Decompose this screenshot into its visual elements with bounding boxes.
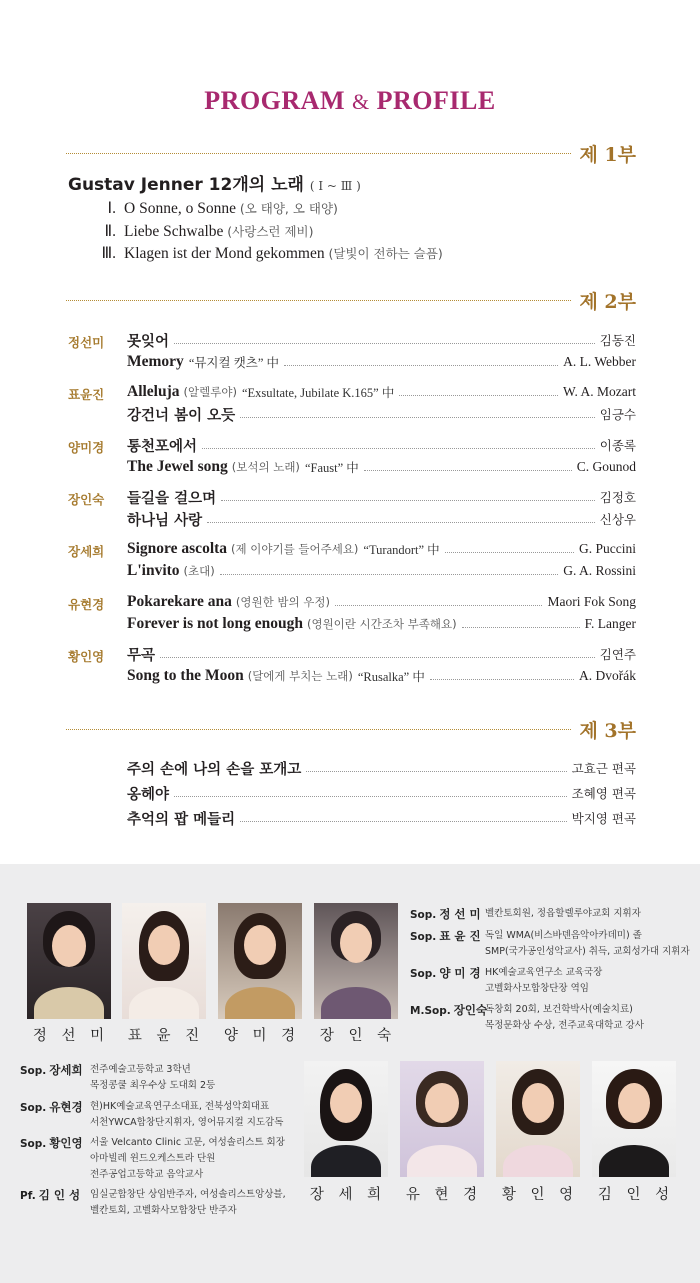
- song-translation: (초대): [183, 564, 215, 578]
- bio-name: 양 미 경: [439, 966, 481, 980]
- title-program: PROGRAM: [204, 86, 345, 115]
- bio-role: Sop.: [20, 1065, 47, 1077]
- song-title: 추억의 팝 메들리: [127, 811, 236, 828]
- work-title: Gustav Jenner 12개의 노래: [68, 175, 304, 195]
- bio-name: 장세희: [49, 1063, 83, 1077]
- song-translation: (오 태양, 오 태양): [239, 201, 338, 216]
- leader-dots: [174, 796, 567, 797]
- program-line: [127, 666, 636, 686]
- leader-dots: [240, 821, 566, 822]
- song-translation: (보석의 노래): [231, 460, 300, 474]
- song-source: “Faust” 中: [304, 461, 359, 475]
- leader-dots: [207, 522, 595, 523]
- bio-line: 현)HK예술교육연구소대표, 전북성악회대표: [90, 1101, 270, 1112]
- song-translation: (달빛이 전하는 슬픔): [328, 246, 443, 261]
- song-title: 주의 손에 나의 손을 포개고: [127, 761, 302, 778]
- performer-bio: [410, 1002, 695, 1036]
- program-line: [127, 404, 636, 424]
- part-1-header: [66, 141, 636, 165]
- song-item: [94, 198, 443, 221]
- part-divider: [66, 300, 571, 301]
- composer: 김동진: [599, 333, 636, 348]
- song-item: [94, 243, 443, 266]
- bio-name: 황인영: [49, 1136, 83, 1150]
- composer: G. A. Rossini: [563, 563, 636, 578]
- song-translation: (제 이야기를 들어주세요): [231, 542, 359, 556]
- composer: C. Gounod: [576, 459, 636, 474]
- program-line: [127, 487, 636, 507]
- performer-name: 정 선 미: [32, 1028, 110, 1044]
- bio-role: Sop.: [410, 968, 437, 980]
- portrait-photo: [496, 1061, 580, 1177]
- leader-dots: [202, 448, 595, 449]
- song-source: “뮤지컬 캣츠” 中: [188, 356, 280, 370]
- bio-role: M.Sop.: [410, 1005, 451, 1017]
- song-title: O Sonne, o Sonne: [124, 200, 236, 217]
- arranger: 박지영 편곡: [571, 811, 636, 826]
- composer: 김정호: [599, 490, 636, 505]
- song-title: Memory: [127, 353, 184, 370]
- song-number: Ⅰ.: [107, 200, 116, 217]
- bio-line: 임실군합창단 상임반주자, 여성솔리스트앙상블,: [90, 1189, 286, 1200]
- leader-dots: [445, 552, 574, 553]
- song-title: 옹헤야: [127, 786, 170, 803]
- song-title: The Jewel song: [127, 458, 228, 475]
- part-label: 제 1부: [579, 143, 636, 166]
- leader-dots: [284, 365, 558, 366]
- song-item: [94, 221, 443, 244]
- bio-line: 벨칸토회원, 정읍할렐루야교회 지휘자: [485, 908, 641, 919]
- composer: 임긍수: [599, 407, 636, 422]
- portrait-photo: [27, 903, 111, 1019]
- song-source: “Turandort” 中: [363, 543, 440, 557]
- part-divider: [66, 153, 571, 154]
- bio-name: 유현경: [49, 1100, 83, 1114]
- leader-dots: [221, 500, 595, 501]
- song-translation: (영원한 밤의 우정): [235, 595, 330, 609]
- part-1-list: [94, 198, 443, 266]
- bio-line: 벨칸토회, 고벨화사모합창단 반주자: [90, 1205, 237, 1216]
- singer-name: 유현경: [68, 597, 105, 612]
- bio-line: 전주예술고등학교 3학년: [90, 1064, 191, 1075]
- composer: F. Langer: [584, 616, 636, 631]
- bio-role: Sop.: [20, 1138, 47, 1150]
- performer-bio: [20, 1062, 300, 1096]
- song-title: L'invito: [127, 562, 180, 579]
- bio-role: Pf.: [20, 1190, 36, 1202]
- performer-name: 유 현 경: [405, 1187, 483, 1203]
- part-3-header: [66, 717, 636, 741]
- song-number: Ⅲ.: [101, 245, 116, 262]
- song-title: 못잊어: [127, 333, 170, 350]
- bio-line: 고벨화사모합창단장 역임: [485, 983, 589, 994]
- portrait-photo: [314, 903, 398, 1019]
- program-line: [127, 592, 636, 612]
- arranger: 조혜영 편곡: [571, 786, 636, 801]
- composer: 신상우: [599, 512, 636, 527]
- leader-dots: [364, 470, 572, 471]
- bio-role: Sop.: [410, 909, 437, 921]
- leader-dots: [174, 343, 595, 344]
- program-line: [127, 435, 636, 455]
- singer-name: 양미경: [68, 440, 105, 455]
- song-source: “Rusalka” 中: [357, 670, 425, 684]
- leader-dots: [399, 395, 558, 396]
- performer-name: 장 세 희: [309, 1187, 387, 1203]
- arranger: 고효근 편곡: [571, 761, 636, 776]
- title-ampersand: &: [352, 89, 370, 114]
- program-line: [127, 382, 636, 402]
- bio-role: Sop.: [20, 1102, 47, 1114]
- part-2-header: [66, 288, 636, 312]
- song-title: Alleluja: [127, 383, 180, 400]
- program-line: [127, 783, 636, 803]
- song-title: 들길을 걸으며: [127, 490, 217, 507]
- leader-dots: [160, 657, 595, 658]
- composer: 김연주: [599, 647, 636, 662]
- portrait-photo: [592, 1061, 676, 1177]
- song-title: Signore ascolta: [127, 540, 228, 557]
- part-1-title: [68, 170, 361, 195]
- performer-bio: [410, 965, 695, 999]
- bio-name: 정 선 미: [439, 907, 481, 921]
- song-translation: (알렐루야): [183, 385, 237, 399]
- bio-name: 표 윤 진: [439, 929, 481, 943]
- composer: A. Dvořák: [579, 668, 636, 683]
- performer-bio: [20, 1187, 300, 1221]
- song-title: Forever is not long enough: [127, 615, 303, 632]
- portrait-photo: [400, 1061, 484, 1177]
- program-line: [127, 509, 636, 529]
- song-translation: (달에게 부치는 노래): [247, 669, 353, 683]
- song-title: 강건너 봄이 오듯: [127, 407, 236, 424]
- composer: Maori Fok Song: [547, 594, 636, 609]
- song-title: 하나님 사랑: [127, 512, 203, 529]
- program-line: [127, 352, 636, 372]
- composer: 이종록: [599, 438, 636, 453]
- program-line: [127, 539, 636, 559]
- leader-dots: [462, 627, 580, 628]
- bio-line: 목정문화상 수상, 전주교육대학교 강사: [485, 1020, 644, 1031]
- program-line: [127, 614, 636, 634]
- performer-name: 장 인 숙: [319, 1028, 397, 1044]
- portrait-photo: [218, 903, 302, 1019]
- bio-line: HK예술교육연구소 교육국장: [485, 967, 603, 978]
- bio-line: 독창회 20회, 보건학박사(예술치료): [485, 1004, 633, 1015]
- program-line: [127, 561, 636, 581]
- bio-line: SMP(국가공인성악교사) 취득, 교회성가대 지휘자: [485, 946, 690, 957]
- portrait-photo: [304, 1061, 388, 1177]
- bio-line: 서천YWCA합창단지휘자, 영어뮤지컬 지도감독: [90, 1117, 284, 1128]
- singer-name: 장인숙: [68, 492, 105, 507]
- part-label: 제 3부: [579, 719, 636, 742]
- program-line: [127, 330, 636, 350]
- bio-line: 목정콩쿨 최우수상 도대회 2등: [90, 1080, 216, 1091]
- song-title: Pokarekare ana: [127, 593, 232, 610]
- part-divider: [66, 729, 571, 730]
- page-title: [0, 86, 700, 116]
- song-title: Klagen ist der Mond gekommen: [124, 245, 325, 262]
- program-line: [127, 808, 636, 828]
- composer: A. L. Webber: [563, 354, 636, 369]
- bio-line: 서울 Velcanto Clinic 고문, 여성솔리스트 회장: [90, 1137, 285, 1148]
- song-title: 무곡: [127, 647, 156, 664]
- program-line: [127, 758, 636, 778]
- composer: G. Puccini: [579, 541, 636, 556]
- program-line: [127, 644, 636, 664]
- bio-name: 장인숙: [453, 1003, 488, 1017]
- performer-name: 양 미 경: [223, 1028, 301, 1044]
- leader-dots: [306, 771, 566, 772]
- leader-dots: [220, 574, 558, 575]
- performer-bio: [20, 1099, 300, 1133]
- song-number: Ⅱ.: [104, 222, 116, 240]
- song-title: Song to the Moon: [127, 667, 244, 684]
- performer-name: 황 인 영: [501, 1187, 579, 1203]
- singer-name: 황인영: [68, 649, 105, 664]
- song-translation: (사랑스런 제비): [227, 223, 314, 239]
- leader-dots: [335, 605, 543, 606]
- performer-bio: [20, 1135, 300, 1185]
- bio-line: 독일 WMA(비스바덴음악아카데미) 졸: [485, 930, 642, 941]
- song-title: Liebe Schwalbe: [124, 222, 224, 240]
- song-translation: (영원이란 시간조차 부족해요): [306, 617, 457, 631]
- work-subtitle: ( Ⅰ ~ Ⅲ ): [309, 179, 361, 193]
- composer: W. A. Mozart: [563, 384, 636, 399]
- performer-bio: [410, 906, 695, 924]
- leader-dots: [430, 679, 574, 680]
- bio-line: 전주공업고등학교 음악교사: [90, 1169, 204, 1180]
- program-line: [127, 457, 636, 477]
- singer-name: 표윤진: [68, 387, 105, 402]
- leader-dots: [240, 417, 595, 418]
- song-title: 통천포에서: [127, 438, 198, 455]
- performer-name: 표 윤 진: [127, 1028, 205, 1044]
- portrait-photo: [122, 903, 206, 1019]
- performer-name: 김 인 성: [597, 1187, 675, 1203]
- singer-name: 정선미: [68, 335, 105, 350]
- performer-bio: [410, 928, 695, 962]
- song-source: “Exsultate, Jubilate K.165” 中: [241, 386, 395, 400]
- title-profile: PROFILE: [376, 86, 496, 115]
- part-label: 제 2부: [579, 290, 636, 313]
- bio-line: 아마빌레 윈드오케스트라 단원: [90, 1153, 216, 1164]
- singer-name: 장세희: [68, 544, 105, 559]
- bio-role: Sop.: [410, 931, 437, 943]
- bio-name: 김 인 성: [38, 1188, 81, 1202]
